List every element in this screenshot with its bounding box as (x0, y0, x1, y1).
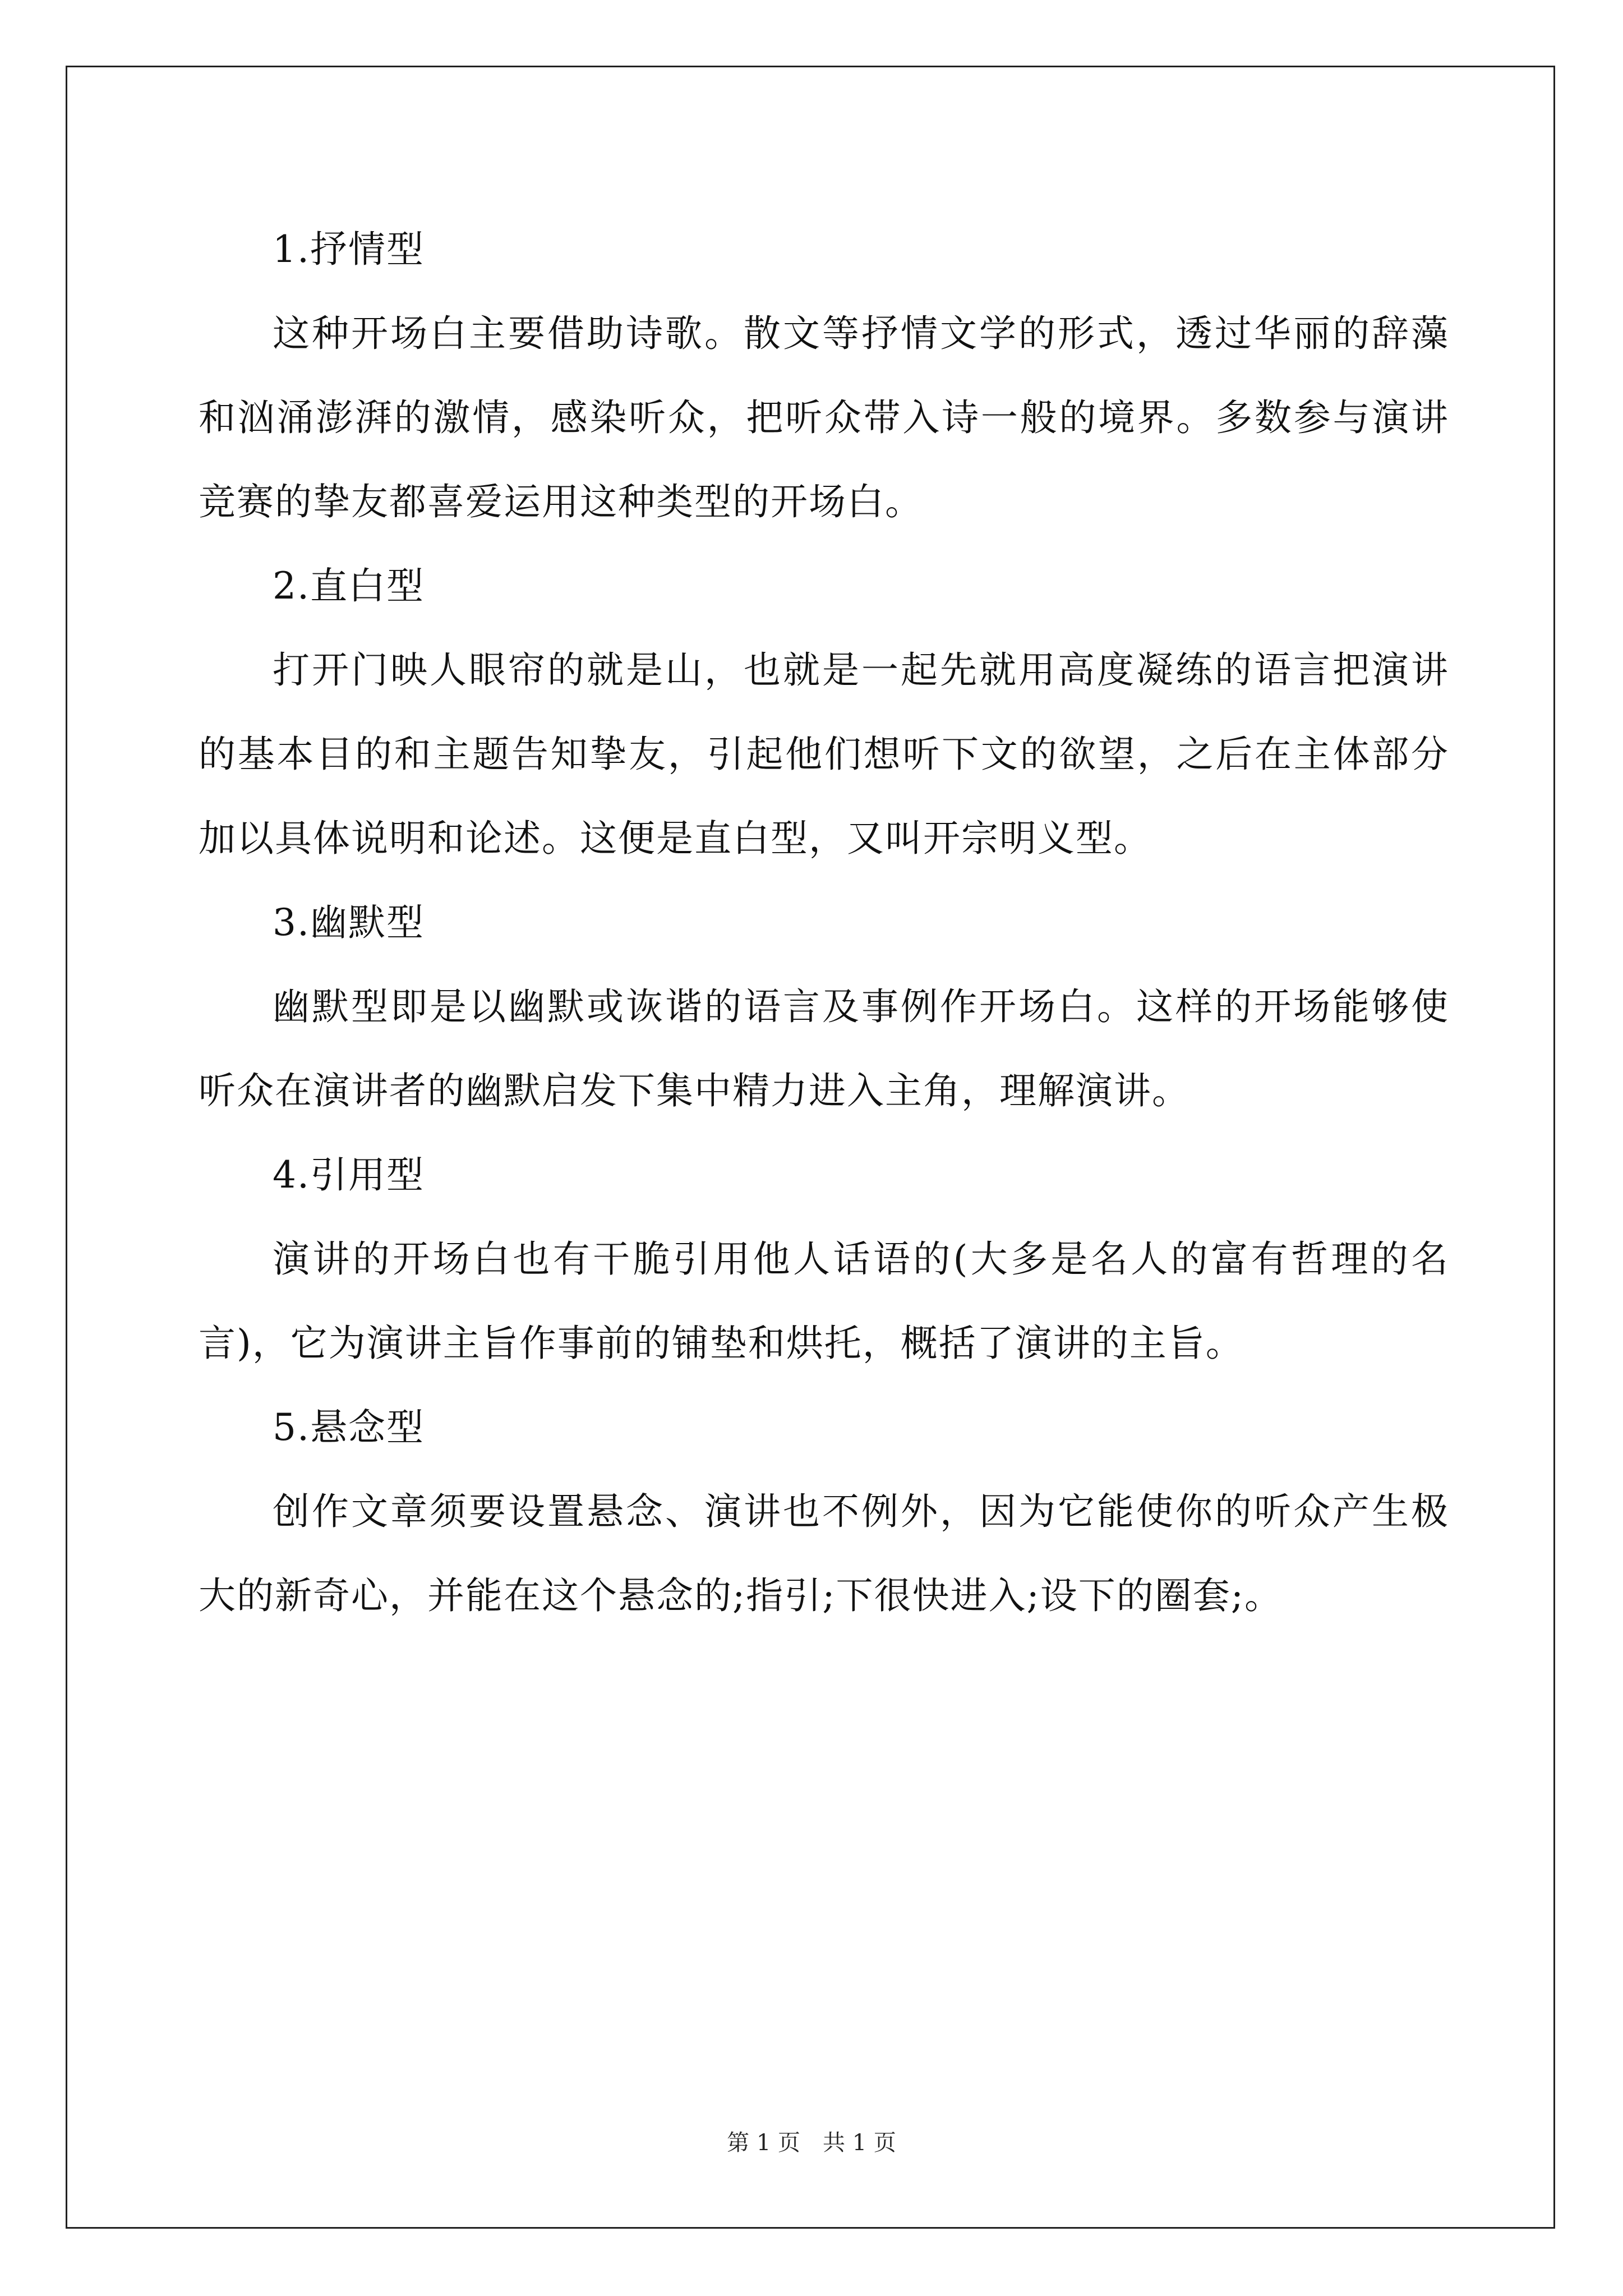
section-heading-1: 1.抒情型 (273, 228, 425, 271)
section-body-2: 打开门映人眼帘的就是山，也就是一起先就用高度凝练的语言把演讲的基本目的和主题告知挚友，引起他们想听下文的欲望，之后在主体部分加以具体说明和论述。这便是直白型，又叫开宗明义型。 (199, 648, 1449, 860)
page-number-footer: 第 1 页 共 1 页 (727, 2130, 896, 2156)
section-heading-4: 4.引用型 (273, 1153, 425, 1197)
section-body-1: 这种开场白主要借助诗歌。散文等抒情文学的形式，透过华丽的辞藻和汹涌澎湃的激情，感染听众，把听众带入诗一般的境界。多数参与演讲竞赛的挚友都喜爱运用这种类型的开场白。 (199, 312, 1449, 523)
section-body-3: 幽默型即是以幽默或诙谐的语言及事例作开场白。这样的开场能够使听众在演讲者的幽默启发下集中精力进入主角，理解演讲。 (199, 985, 1449, 1112)
section-body-5: 创作文章须要设置悬念、演讲也不例外，因为它能使你的听众产生极大的新奇心，并能在这个悬念的;指引;下很快进入;设下的圈套;。 (199, 1490, 1449, 1617)
document-body (199, 208, 1449, 1638)
section-heading-5: 5.悬念型 (273, 1406, 425, 1449)
section-heading-3: 3.幽默型 (273, 901, 425, 944)
section-body-4: 演讲的开场白也有干脆引用他人话语的(大多是名人的富有哲理的名言)，它为演讲主旨作事前的铺垫和烘托，概括了演讲的主旨。 (199, 1237, 1449, 1365)
section-heading-2: 2.直白型 (273, 564, 425, 608)
